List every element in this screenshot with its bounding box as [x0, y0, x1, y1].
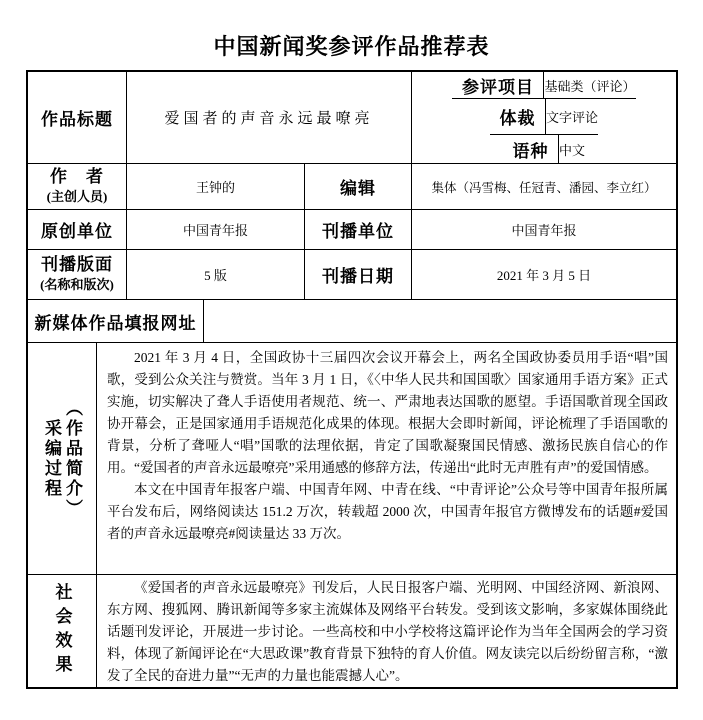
- intro-label: [28, 343, 97, 574]
- work-title-value: 爱国者的声音永远最嘹亮: [127, 72, 412, 163]
- editor-value: 集体（冯雪梅、任冠青、潘园、李立红）: [431, 180, 657, 195]
- intro-paragraph-1: 2021 年 3 月 4 日，全国政协十三届四次会议开幕会上，两名全国政协委员用手语“唱”国歌，受到公众关注与赞赏。当年 3 月 1 日，《〈中华人民共和国国歌〉国家通用手语方案》正式实施，切实解决了聋人手语使用者规范、统一、严肃地表达国歌的愿望。手语国歌首现全国政协开幕会，正是国家通用手语规范化成果的体现。根据大会即时新闻，评论梳理了手语国歌的背景，分析了聋哑人“唱”国歌的法理依据，肯定了国歌凝聚国民情感、激扬民族自信心的作用。“爱国者的声音永远最嘹亮”采用通感的修辞方法，传递出“此时无声胜有声”的爱国情感。: [107, 350, 668, 475]
- row-author-editor: [28, 164, 676, 210]
- row-intro: [28, 343, 676, 575]
- publish-unit-value: 中国青年报: [511, 223, 577, 238]
- author-value: 王钟的: [127, 164, 305, 209]
- editor-label: 编辑: [305, 164, 412, 209]
- row-language: [503, 135, 585, 163]
- entry-category-value: 基础类（评论）: [544, 78, 636, 94]
- form-table: [26, 70, 678, 689]
- social-effect-label-text: 社会效果: [52, 583, 72, 679]
- author-label-line2: (主创人员): [46, 188, 108, 204]
- row-work-title: [28, 72, 676, 164]
- publish-date-label: 刊播日期: [305, 250, 412, 299]
- intro-label-left-column: 采编过程: [42, 418, 61, 499]
- intro-text: [97, 343, 676, 574]
- publish-page-label-line1: 刊播版面: [41, 254, 113, 274]
- original-unit-value: 中国青年报: [127, 210, 305, 249]
- intro-paragraph-2: 本文在中国青年报客户端、中国青年网、中青在线、“中青评论”公众号等中国青年报所属平台发布后，网络阅读达 151.2 万次，转载超 2000 次，中国青年报官方微博发布的话题#爱国者的声音永远最嘹亮#阅读量达 33 万次。: [107, 482, 668, 541]
- author-label: [28, 164, 127, 209]
- publish-page-value: 5 版: [127, 250, 305, 299]
- social-effect-text: [97, 575, 676, 687]
- row-page-date: [28, 250, 676, 300]
- language-label: 语种: [503, 135, 559, 163]
- new-media-url-label: 新媒体作品填报网址: [28, 300, 204, 342]
- intro-label-right-column: （作品简介）: [63, 398, 82, 519]
- social-effect-label: [28, 575, 97, 687]
- original-unit-label: 原创单位: [28, 210, 127, 249]
- publish-date-value: 2021 年 3 月 5 日: [496, 268, 592, 283]
- publish-page-label: [28, 250, 127, 299]
- category-subtable: [412, 72, 676, 163]
- row-units: [28, 210, 676, 250]
- publish-page-label-line2: (名称和版次): [40, 276, 114, 292]
- page-title: 中国新闻奖参评作品推荐表: [213, 34, 490, 59]
- new-media-url-value: [204, 300, 676, 342]
- work-title-label: 作品标题: [28, 72, 127, 163]
- author-label-line1: 作 者: [50, 166, 104, 186]
- row-social-effect: [28, 575, 676, 687]
- row-genre: [490, 99, 598, 135]
- entry-category-label: 参评项目: [452, 72, 544, 98]
- row-new-media-url: [28, 300, 676, 343]
- row-entry-category: [452, 72, 635, 99]
- social-effect-paragraph: 《爱国者的声音永远最嘹亮》刊发后，人民日报客户端、光明网、中国经济网、新浪网、东方网、搜狐网、腾讯新闻等多家主流媒体及网络平台转发。受到该文影响，多家媒体围绕此话题刊发评论，开展进一步讨论。一些高校和中小学校将这篇评论作为当年全国两会的学习资料，体现了新闻评论在“大思政课”教育背景下独特的育人价值。网友读完以后纷纷留言称，“激发了全民的奋进力量”“无声的力量也能震撼人心”。: [107, 580, 668, 683]
- genre-value: 文字评论: [545, 110, 598, 125]
- publish-unit-label: 刊播单位: [305, 210, 412, 249]
- language-value: 中文: [558, 142, 585, 158]
- social-effect-label-vertical: [52, 575, 73, 687]
- intro-label-vertical: [41, 343, 83, 574]
- genre-label: 体裁: [490, 99, 546, 134]
